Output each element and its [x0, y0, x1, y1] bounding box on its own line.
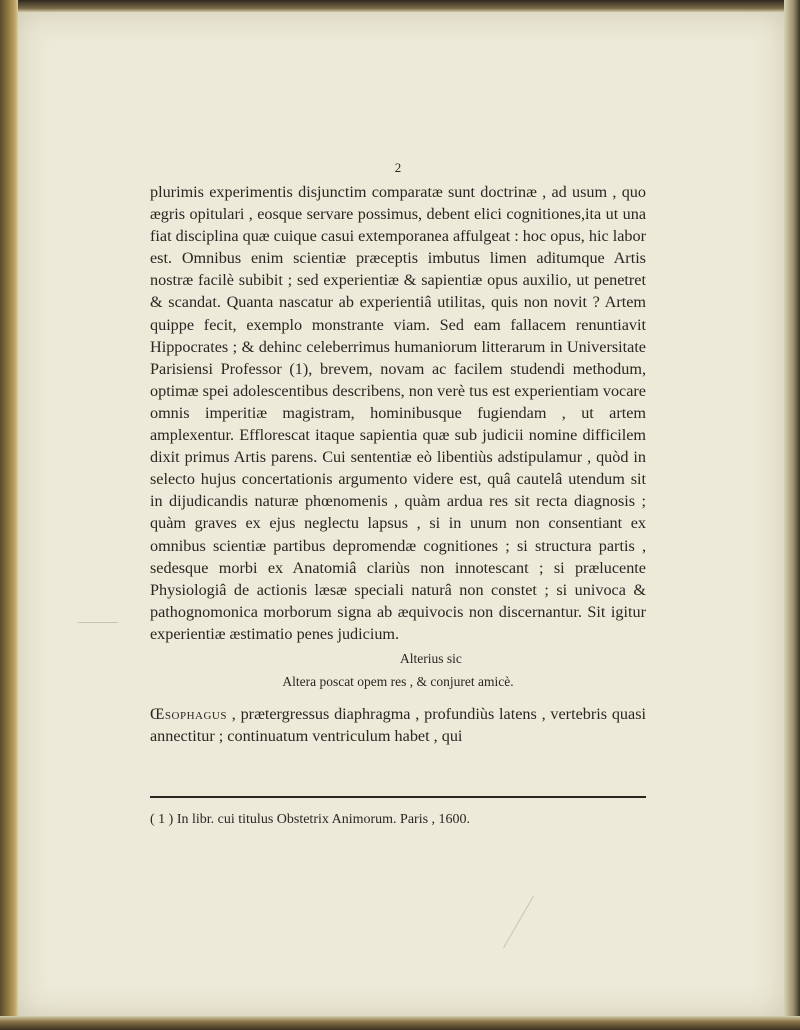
- text-block: [150, 160, 646, 747]
- footnote-rule: [150, 796, 646, 798]
- paragraph-2-text: , prætergressus diaphragma , profundiùs latens , vertebris quasi annectitur ; continuatum ventriculum habet , qui: [150, 704, 646, 746]
- book-spine-right: [784, 0, 800, 1030]
- book-spine-left: [0, 0, 18, 1030]
- footnote: ( 1 ) In libr. cui titulus Obstetrix Animorum. Paris , 1600.: [150, 812, 471, 827]
- verse-line-2: Altera poscat opem res , & conjuret amicè.: [282, 673, 514, 689]
- paper-mark: [503, 896, 534, 948]
- page-number: 2: [394, 160, 402, 175]
- paper-mark: [78, 622, 118, 623]
- verse-line-1: Alterius sic: [400, 650, 462, 666]
- paragraph-2: [150, 703, 646, 747]
- paragraph-2-head: Œsophagus: [150, 704, 227, 723]
- page-edge-bottom: [0, 1016, 800, 1030]
- page-edge-top: [0, 0, 800, 12]
- paragraph-1: plurimis experimentis disjunctim comparatæ sunt doctrinæ , ad usum , quo ægris opitulari , eosque servare possimus, debent elici cognitiones,ita ut una fiat disciplina quæ cuique casui extemporanea affulgeat : hoc opus, hic labor est. Omnibus enim scientiæ præceptis imbutus limen aditumque Artis nostræ facilè subibit ; sed experientiæ & sapientiæ opus auxilio, ut penetret & scandat. Quanta nascatur ab experientiâ utilitas, quis non novit ? Artem quippe fecit, exemplo monstrante viam. Sed eam fallacem renuntiavit Hippocrates ; & dehinc celeberrimus humaniorum litterarum in Universitate Parisiensi Professor (1), brevem, novam ac facilem studendi methodum, optimæ spei adolescentibus describens, non verè tus est experientiam vocare omnis imperitiæ magistram, hominibusque fugiendam , ut artem amplexentur. Efflorescat itaque sapientia quæ sub judicii nomine difficilem dixit primus Artis parens. Cui sententiæ eò libentiùs adstipulamur , quòd in selecto hujus concertationis argumento videre est, quâ cautelâ utendum sit in dijudicandis naturæ phœnomenis , quàm ardua res sit recta diagnosis ; quàm graves ex ejus neglectu lapsus , si in unum non consentiant ex omnibus scientiæ partibus depromendæ cognitiones ; si structura partis , sedesque morbi ex Anatomiâ clariùs non innotescant ; si prælucente Physiologiâ de actionis læsæ speciali naturâ non constet ; si univoca & pathognomonica morborum signa ab æquivocis non discernantur. Sit igitur experientiæ æstimatio penes judicium.: [150, 183, 646, 643]
